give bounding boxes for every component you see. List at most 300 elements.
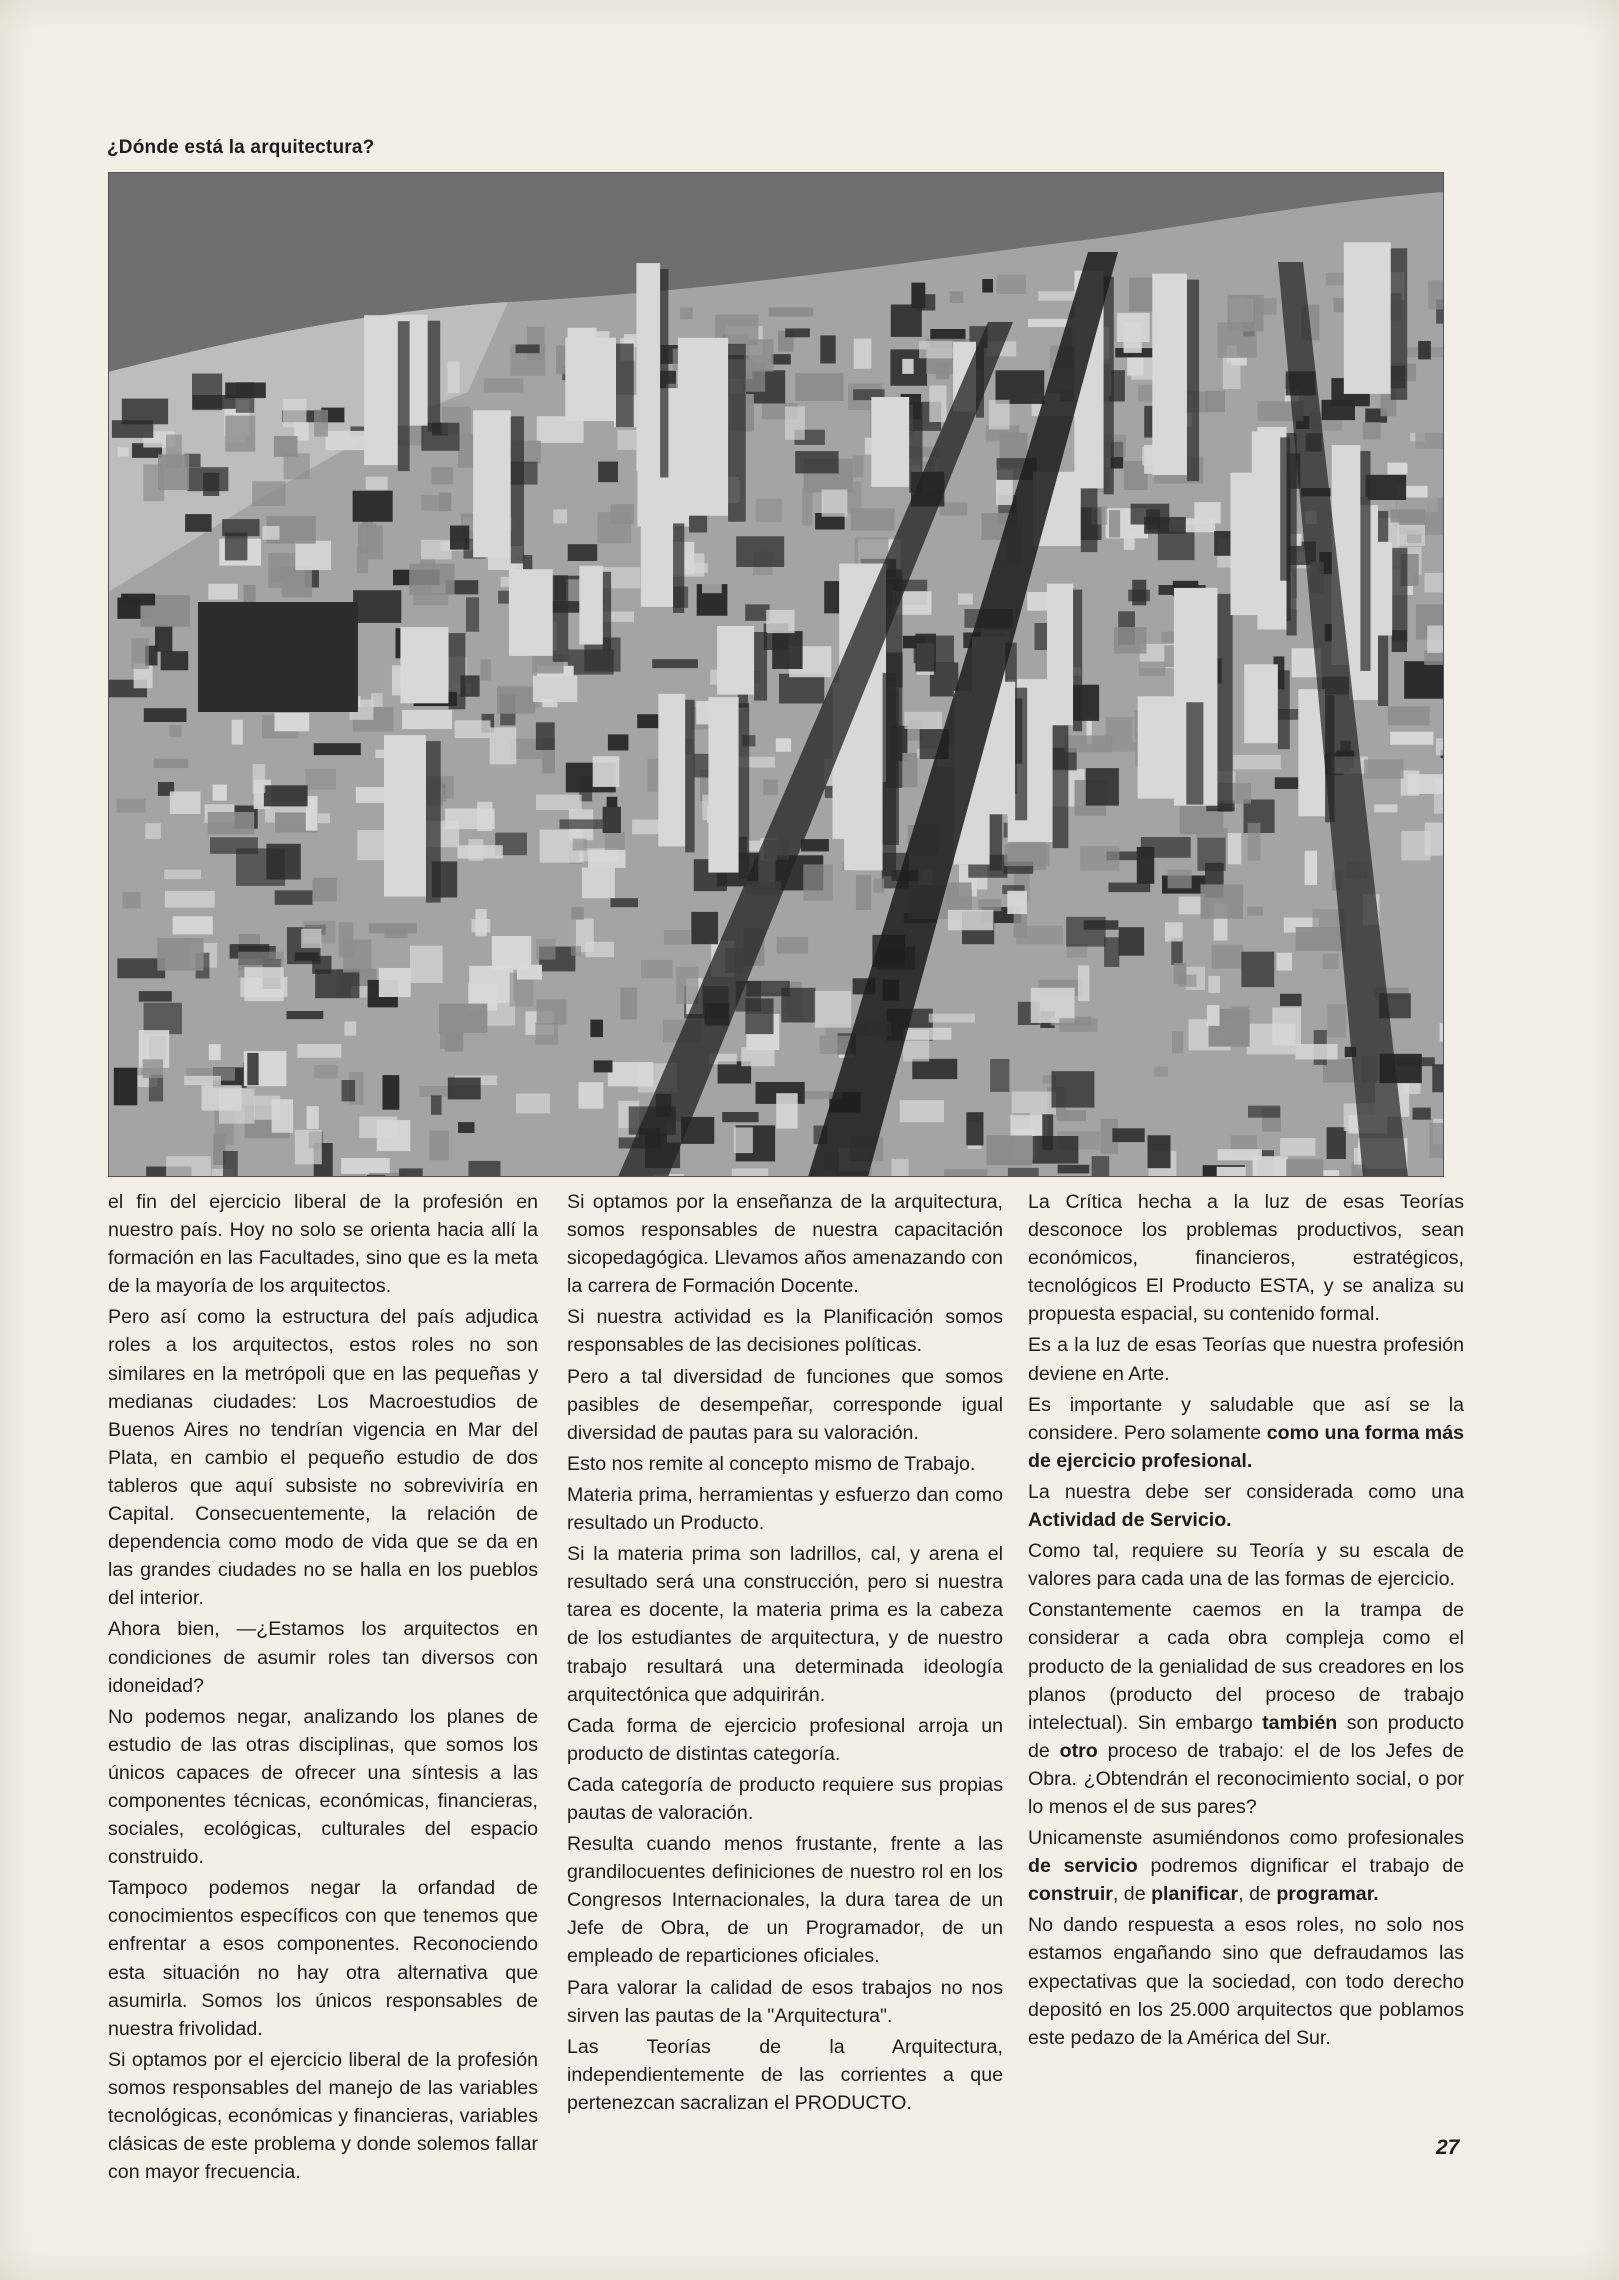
building-block (313, 878, 337, 902)
building-block (608, 1062, 654, 1086)
building-block (815, 991, 852, 1028)
building-block (173, 916, 213, 934)
building-block (295, 541, 331, 570)
tower (579, 566, 603, 645)
tower (641, 517, 673, 607)
building-block (369, 923, 417, 933)
text-run: , de (1238, 1883, 1277, 1906)
text-run: Unicamenste asumiéndonos como profesionales (1028, 1827, 1464, 1850)
building-block (1141, 837, 1191, 858)
building-block (537, 999, 567, 1024)
building-block (1008, 1168, 1039, 1177)
building-block (997, 275, 1026, 294)
building-block (353, 491, 393, 522)
building-block (209, 1044, 221, 1060)
building-block (1247, 907, 1263, 916)
text-run: Constantemente caemos en la trampa de considerar a cada obra compleja como el producto de la genialidad de sus creadores en los planos (producto del proceso de trabajo intelectual). Sin embargo (1028, 1599, 1464, 1734)
building-block (929, 386, 946, 423)
building-block (912, 1059, 957, 1079)
building-block (1086, 768, 1119, 806)
building-block (691, 912, 718, 944)
building-block (571, 946, 581, 956)
paragraph (108, 1303, 538, 1612)
building-block (958, 594, 973, 605)
building-block (854, 339, 872, 369)
building-block (402, 710, 452, 729)
tower (400, 627, 448, 703)
building-block (1415, 433, 1444, 449)
building-block (210, 837, 258, 854)
building-block (314, 1065, 338, 1078)
building-block (822, 490, 848, 517)
building-block (779, 674, 824, 704)
building-block (379, 968, 411, 997)
building-block (145, 823, 161, 839)
building-block (1144, 517, 1186, 534)
building-block (1212, 945, 1243, 969)
building-block (432, 467, 454, 484)
tower-shadow (553, 575, 568, 662)
tower (1344, 242, 1391, 394)
building-block (1397, 525, 1425, 546)
building-block (598, 462, 618, 483)
building-block (455, 720, 491, 738)
building-block (1132, 580, 1146, 606)
building-block (232, 720, 243, 745)
bold-phrase: construir (1028, 1883, 1113, 1906)
building-block (944, 1169, 987, 1177)
building-block (1277, 953, 1292, 971)
building-block (1425, 823, 1444, 856)
bold-phrase: de servicio (1028, 1855, 1138, 1878)
tower-shadow (1392, 548, 1407, 642)
text-run: podremos dignificar el trabajo de (1137, 1855, 1464, 1878)
tower-shadow (1391, 248, 1407, 400)
building-block (1413, 1108, 1431, 1120)
building-block (247, 1053, 258, 1085)
building-block (1228, 295, 1264, 332)
building-block (1139, 662, 1166, 677)
building-block (253, 764, 266, 793)
building-block (439, 1004, 487, 1033)
paragraph (108, 1615, 538, 1699)
building-block (652, 659, 698, 668)
building-block (1124, 533, 1135, 550)
building-block (533, 676, 577, 702)
building-block (741, 1047, 774, 1066)
building-block (911, 283, 925, 308)
building-block (469, 1161, 501, 1177)
building-block (297, 1044, 341, 1058)
text-run: Si nuestra actividad es la Planificación somos responsables de las decisiones políticas. (567, 1306, 1003, 1357)
building-block (745, 998, 773, 1034)
building-block (676, 967, 698, 1004)
building-block (772, 354, 791, 364)
building-block (590, 1020, 603, 1038)
paragraph (567, 2033, 1003, 2117)
tower-shadow (398, 321, 410, 471)
building-block (357, 830, 388, 860)
building-block (1374, 804, 1397, 812)
paragraph (567, 1974, 1003, 2030)
building-block (448, 1078, 481, 1100)
paragraph (1028, 1596, 1464, 1821)
building-block (236, 382, 255, 413)
paragraph (567, 1771, 1003, 1827)
building-block (990, 1059, 1009, 1092)
paragraph (108, 2046, 538, 2186)
building-block (620, 988, 637, 1020)
building-block (1388, 706, 1430, 725)
tower (1244, 664, 1278, 743)
building-block (1168, 870, 1192, 889)
paragraph (567, 1540, 1003, 1709)
building-block (919, 341, 953, 359)
building-block (905, 1028, 951, 1040)
building-block (745, 604, 769, 621)
building-block (1430, 1123, 1445, 1158)
building-block (582, 868, 615, 899)
building-block (1233, 755, 1281, 770)
tower-shadow (616, 344, 634, 427)
bold-phrase: también (1262, 1711, 1338, 1734)
text-run: el fin del ejercicio liberal de la profesión en nuestro país. Hoy no solo se orienta hacia allí la formación en las Facultades, sino que es la meta de la mayoría de los arquitectos. (108, 1191, 538, 1298)
text-run: Como tal, requiere su Teoría y su escala de valores para cada una de las formas de ejercicio. (1028, 1540, 1464, 1591)
building-block (1078, 965, 1090, 1001)
paragraph (1028, 1824, 1464, 1908)
text-column-2 (567, 1188, 1003, 2120)
building-block (536, 939, 556, 960)
building-block (268, 553, 295, 588)
building-block (1387, 463, 1407, 475)
text-run: Las Teorías de la Arquitectura, independientemente de las corrientes a que pertenezcan sacralizan el PRODUCTO. (567, 2035, 1003, 2114)
tower (871, 397, 909, 487)
text-run: No dando respuesta a esos roles, no solo nos estamos engañando sino que defraudamos las expectativas que la sociedad, con todo derecho depositó en los 25.000 arquitectos que poblamos este pedazo de la América del Sur. (1028, 1914, 1464, 2049)
building-block (358, 524, 377, 553)
building-block (492, 936, 531, 970)
text-run: Pero a tal diversidad de funciones que somos pasibles de desempeñar, corresponde igual diversidad de pautas para su valoración. (567, 1365, 1003, 1444)
building-block (594, 1060, 613, 1072)
text-run: son producto de (1028, 1711, 1464, 1762)
building-block (1223, 355, 1241, 389)
building-block (1031, 988, 1075, 1023)
building-block (903, 753, 918, 787)
building-block (344, 1021, 356, 1035)
building-block (763, 780, 778, 795)
building-block (516, 345, 540, 354)
building-block (517, 965, 542, 980)
bold-phrase: programar. (1276, 1883, 1379, 1906)
building-block (1058, 1165, 1090, 1174)
building-block (588, 850, 625, 868)
building-block (573, 839, 587, 851)
building-block (497, 686, 535, 713)
tower-shadow (1073, 590, 1082, 732)
paragraph (1028, 1911, 1464, 2051)
building-block (312, 956, 331, 974)
paragraph (1028, 1188, 1464, 1328)
aerial-city-photo-illustration (108, 172, 1444, 1177)
tower (678, 338, 728, 516)
text-column-1 (108, 1188, 538, 2189)
tower-shadow (1278, 670, 1290, 749)
building-block (1172, 1031, 1183, 1053)
building-block (744, 339, 774, 371)
building-block (579, 1082, 604, 1109)
building-block (458, 1122, 475, 1133)
building-block (1436, 778, 1444, 792)
building-block (185, 514, 212, 532)
building-block (734, 1127, 753, 1153)
building-block (1052, 1071, 1095, 1107)
building-block (1248, 1106, 1280, 1118)
building-block (1174, 963, 1187, 984)
text-run: La Crítica hecha a la luz de esas Teorías desconoce los problemas productivos, sean económicos, financieros, estratégicos, tecnológicos El Producto ESTA, y se analiza su propuesta espacial, su contenido formal. (1028, 1191, 1464, 1326)
building-block (900, 1100, 944, 1122)
text-run: Si optamos por la enseñanza de la arquitectura, somos responsables de nuestra capacitación sicopedagógica. Llevamos años amenazando con la carrera de Formación Docente. (567, 1191, 1003, 1298)
text-run: Resulta cuando menos frustante, frente a las grandilocuentes definiciones de nuestro rol en los Congresos Internacionales, la dura tarea de un Jefe de Obra, de un Programador, de un empleado de reparticiones oficiales. (567, 1833, 1003, 1968)
building-block (777, 937, 808, 954)
aerial-city-photo (108, 172, 1444, 1177)
building-block (326, 431, 371, 450)
building-block (632, 820, 660, 835)
building-block (164, 870, 201, 880)
building-block (611, 898, 639, 907)
building-block (275, 713, 310, 731)
building-block (795, 451, 838, 473)
tower (364, 315, 398, 465)
paragraph (1028, 1537, 1464, 1593)
building-block (966, 1112, 983, 1145)
building-block (284, 453, 310, 479)
building-block (1004, 844, 1049, 866)
building-block (1427, 626, 1444, 653)
building-block (1404, 661, 1444, 699)
tower-shadow (739, 703, 750, 878)
text-run: Ahora bien, —¿Estamos los arquitectos en condiciones de asumir roles tan diversos con idoneidad? (108, 1618, 538, 1697)
building-block (208, 812, 255, 834)
tower (708, 697, 738, 872)
building-block (1323, 1170, 1339, 1177)
building-block (776, 738, 791, 751)
building-block (314, 743, 361, 755)
building-block (1208, 976, 1220, 993)
building-block (131, 638, 149, 669)
building-block (785, 328, 810, 337)
building-block (820, 335, 835, 363)
paragraph (567, 1830, 1003, 1970)
building-block (593, 756, 620, 787)
building-block (1205, 391, 1225, 412)
building-block (1436, 738, 1444, 755)
building-block (314, 410, 328, 437)
building-block (536, 795, 582, 810)
building-block (149, 1075, 163, 1102)
building-block (1154, 1067, 1168, 1077)
building-block (1119, 927, 1144, 956)
tower-shadow (1360, 451, 1370, 671)
paragraph (567, 1363, 1003, 1447)
paragraph (567, 1188, 1003, 1300)
tower-shadow (685, 700, 694, 853)
building-block (1179, 897, 1202, 915)
building-block (905, 712, 943, 729)
building-block (1114, 627, 1147, 654)
building-block (410, 946, 443, 983)
building-block (603, 807, 621, 833)
tower-shadow (728, 344, 746, 522)
building-block (275, 890, 313, 904)
tower-shadow (1217, 594, 1232, 812)
tower (1252, 431, 1280, 574)
building-block (664, 930, 691, 945)
building-block (1432, 1064, 1444, 1092)
tower (1152, 274, 1187, 476)
text-run: La nuestra debe ser considerada como una (1028, 1480, 1464, 1503)
text-run: Esto nos remite al concepto mismo de Trabajo. (567, 1452, 976, 1475)
bold-phrase: como una forma más de ejercicio profesional. (1028, 1421, 1464, 1472)
building-block (1066, 917, 1105, 947)
paragraph (567, 1481, 1003, 1537)
building-block (170, 791, 201, 814)
building-block (254, 1096, 280, 1120)
building-block (223, 1151, 238, 1177)
text-run: Pero así como la estructura del país adjudica roles a los arquitectos, estos roles no son similares en la metrópoli que en las pequeñas y medianas ciudades: Los Macroestudios de Buenos Aires no tendrían vigencia en Mar del Plata, en cambio el pequeño estudio de dos tableros que aquí subsiste no sobreviviría en Capital. Consecuentemente, la relación de dependencia como modo de vida que se da en las grandes ciudades no se halla en los pueblos del interior. (108, 1306, 538, 1610)
building-block (166, 435, 182, 468)
building-block (1322, 400, 1356, 420)
building-block (155, 624, 172, 652)
tower-shadow (754, 632, 767, 701)
building-block (1418, 341, 1431, 359)
tower (473, 410, 511, 557)
building-block (948, 910, 994, 931)
text-run: Si optamos por el ejercicio liberal de la profesión somos responsables del manejo de las variables tecnológicas, económicas y financieras, variables clásicas de este problema y donde solemos fallar con mayor frecuencia. (108, 2048, 538, 2184)
tower-shadow (511, 416, 524, 563)
building-block (1241, 952, 1274, 987)
paragraph (1028, 1391, 1464, 1475)
building-block (979, 899, 1002, 911)
building-block (301, 929, 321, 948)
building-block (536, 722, 555, 750)
text-run: Cada forma de ejercicio profesional arroja un producto de distintas categoría. (567, 1714, 1003, 1765)
building-block (1112, 1128, 1144, 1142)
tower-shadow (1280, 437, 1290, 580)
building-block (283, 399, 307, 428)
building-block (341, 1158, 390, 1174)
building-block (929, 1014, 975, 1023)
building-block (803, 864, 832, 900)
tower (1047, 584, 1073, 726)
building-block (1327, 1004, 1346, 1037)
building-block (769, 307, 814, 316)
building-block (1323, 954, 1339, 969)
building-block (785, 407, 805, 440)
building-block (802, 488, 812, 525)
building-block (1194, 502, 1220, 523)
tower-shadow (428, 321, 441, 432)
building-block (571, 907, 584, 920)
tower-shadow (660, 269, 668, 477)
building-block (118, 447, 130, 456)
building-block (383, 1075, 400, 1110)
text-run: Tampoco podemos negar la orfandad de conocimientos específicos con que tenemos que enfrentar a esos componentes. Reconociendo esta situación no hay otra alternativa que asumirla. Somos los únicos responsables de nuestra frivolidad. (108, 1877, 538, 2040)
building-block (766, 610, 794, 633)
building-block (1109, 510, 1120, 537)
tower (1138, 696, 1187, 798)
page-number: 27 (1436, 2136, 1460, 2159)
building-block (170, 725, 182, 737)
plaza (198, 602, 358, 712)
building-block (756, 499, 782, 522)
building-block (450, 526, 469, 550)
building-block (287, 1011, 324, 1019)
building-block (516, 1094, 550, 1114)
building-block (1286, 1159, 1323, 1177)
building-block (1364, 760, 1404, 779)
building-block (1059, 1018, 1097, 1032)
building-block (1323, 1059, 1355, 1083)
text-run: Si la materia prima son ladrillos, cal, y arena el resultado será una construcción, pero si nuestra tarea es docente, la materia prima es la cabeza de los estudiantes de arquitectura, y de nuestro trabajo resultará una determinada ideología arquitectónica que adquirirán. (567, 1543, 1003, 1706)
tower-shadow (883, 673, 897, 877)
building-block (213, 785, 227, 801)
building-block (431, 1095, 442, 1114)
building-block (1148, 1135, 1171, 1168)
building-block (553, 509, 567, 523)
building-block (1080, 846, 1119, 870)
paragraph (567, 1303, 1003, 1359)
building-block (1201, 884, 1244, 918)
building-block (447, 362, 459, 393)
building-block (421, 495, 446, 511)
tower-shadow (1186, 702, 1203, 804)
text-run: Es a la luz de esas Teorías que nuestra profesión deviene en Arte. (1028, 1334, 1464, 1385)
building-block (143, 1059, 163, 1078)
text-run: proceso de trabajo: el de los Jefes de Obra. ¿Obtendrán el reconocimiento social, o por lo menos el de sus pares? (1028, 1739, 1464, 1818)
building-block (996, 370, 1045, 404)
building-block (1390, 732, 1433, 745)
tower (658, 694, 685, 847)
tower (717, 626, 754, 695)
building-block (1092, 1156, 1110, 1177)
building-block (795, 373, 843, 401)
building-block (1363, 422, 1381, 439)
building-block (409, 564, 454, 595)
building-block (732, 1168, 768, 1177)
paragraph (567, 1450, 1003, 1478)
building-block (1032, 1136, 1078, 1164)
building-block (1064, 735, 1112, 752)
tower-shadow (1081, 478, 1098, 552)
building-block (598, 512, 632, 543)
building-block (468, 839, 483, 861)
building-block (982, 279, 993, 293)
building-block (1305, 851, 1317, 885)
running-head: ¿Dónde está la arquitectura? (107, 137, 375, 158)
building-block (1280, 994, 1302, 1006)
tower (509, 569, 553, 656)
building-block (342, 1080, 356, 1101)
building-block (702, 584, 722, 593)
building-block (1042, 1114, 1053, 1150)
building-block (641, 960, 673, 978)
text-run: Cada categoría de producto requiere sus propias pautas de valoración. (567, 1773, 1003, 1824)
building-block (165, 891, 215, 908)
bold-phrase: Actividad de Servicio. (1028, 1509, 1232, 1532)
building-block (458, 434, 475, 468)
building-block (1124, 323, 1142, 353)
building-block (1011, 1115, 1048, 1135)
building-block (801, 839, 829, 851)
